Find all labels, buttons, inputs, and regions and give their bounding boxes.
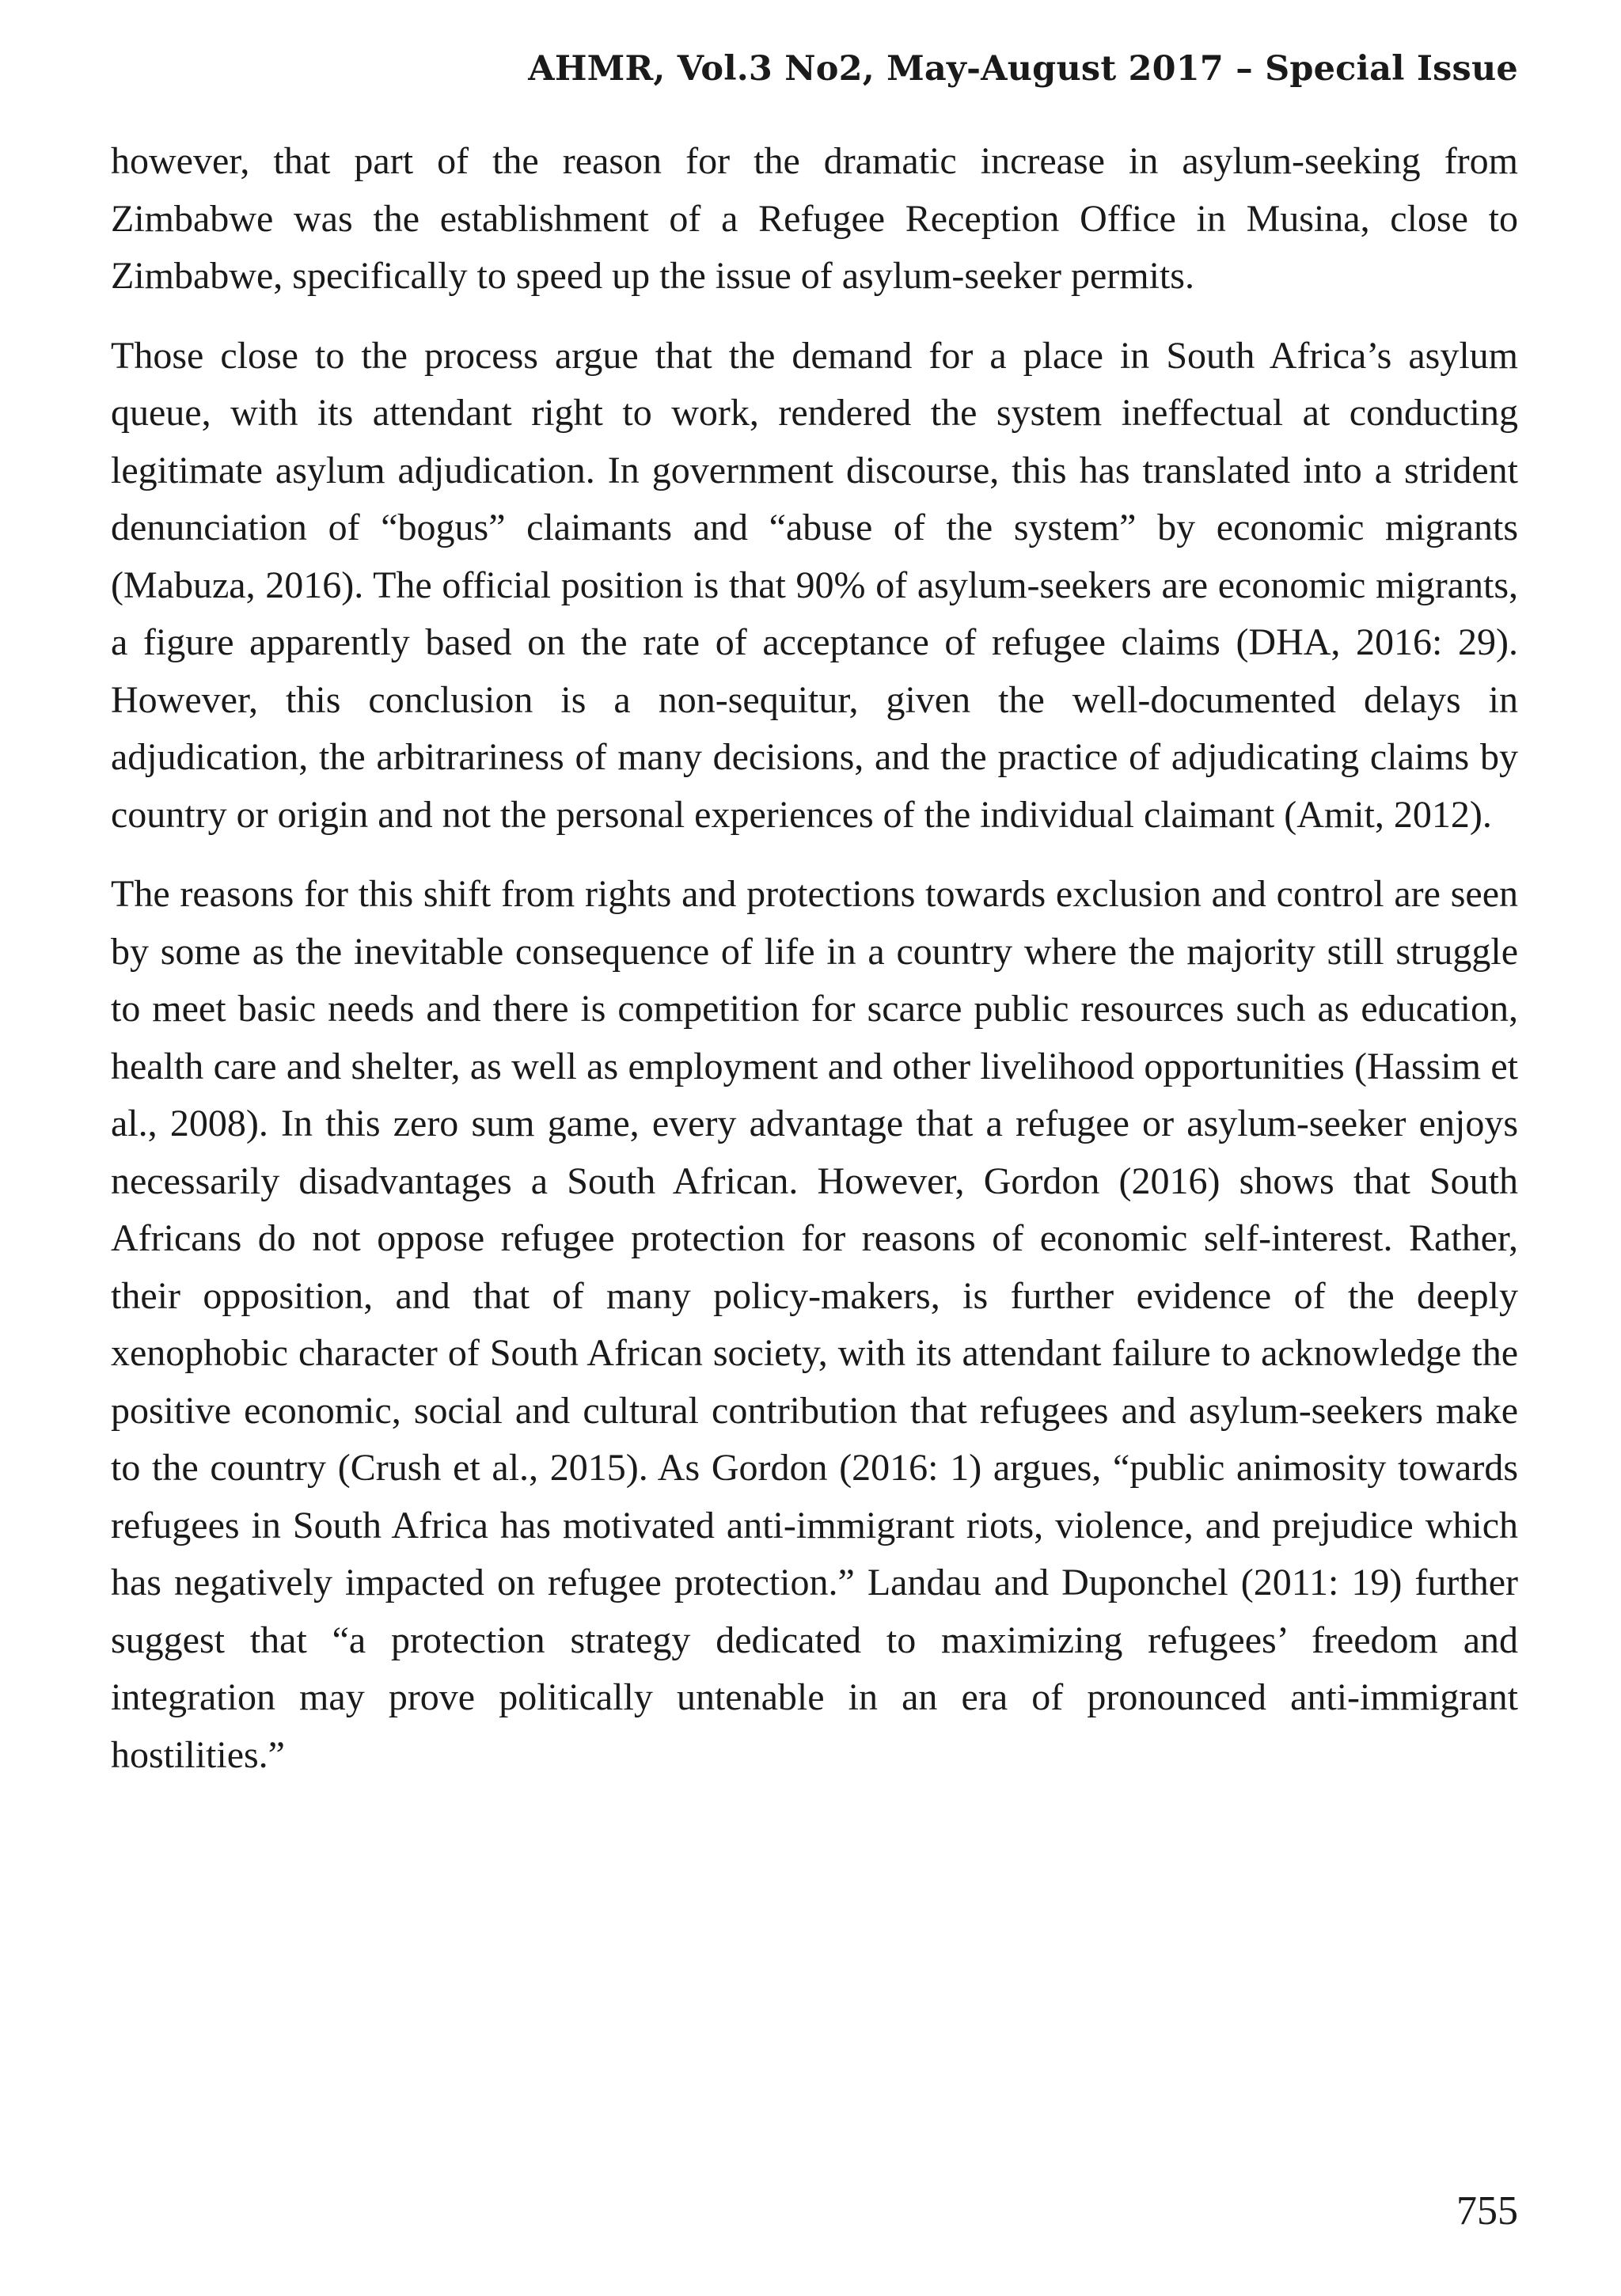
running-header: AHMR, Vol.3 No2, May-August 2017 – Special Issue [528, 49, 1518, 89]
paragraph-continuation: however, that part of the reason for the dramatic increase in asylum-seeking from Zimbabwe was the establishment of a Refugee Reception Office in Musina, close to Zimbabwe, specifically to speed up the issue of asylum-seeker permits. [111, 140, 1518, 297]
paragraph-asylum-queue: Those close to the process argue that the demand for a place in South Africa’s asylum queue, with its attendant right to work, rendered the system ineffectual at conducting legitimate asylum adjudication. In government discourse, this has translated into a strident denunciation of “bogus” claimants and “abuse of the system” by economic migrants (Mabuza, 2016). The official position is that 90% of asylum-seekers are economic migrants, a figure apparently based on the rate of acceptance of refugee claims (DHA, 2016: 29). However, this conclusion is a non-sequitur, given the well-documented delays in adjudication, the arbitrariness of many decisions, and the practice of adjudicating claims by country or origin and not the personal experiences of the individual claimant (Amit, 2012). [111, 334, 1518, 836]
paragraph-exclusion-control: The reasons for this shift from rights and protections towards exclusion and control are seen by some as the inevitable consequence of life in a country where the majority still struggle to meet basic needs and there is competition for scarce public resources such as education, health care and shelter, as well as employment and other livelihood opportunities (Hassim et al., 2008). In this zero sum game, every advantage that a refugee or asylum-seeker enjoys necessarily disadvantages a South African. However, Gordon (2016) shows that South Africans do not oppose refugee protection for reasons of economic self-interest. Rather, their opposition, and that of many policy-makers, is further evidence of the deeply xenophobic character of South African society, with its attendant failure to acknowledge the positive economic, social and cultural contribution that refugees and asylum-seekers make to the country (Crush et al., 2015). As Gordon (2016: 1) argues, “public animosity towards refugees in South Africa has motivated anti-immigrant riots, violence, and prejudice which has negatively impacted on refugee protection.” Landau and Duponchel (2011: 19) further suggest that “a protection strategy dedicated to maximizing refugees’ freedom and integration may prove politically untenable in an era of pronounced anti-immigrant hostilities.” [111, 873, 1518, 1776]
body-text [111, 133, 1518, 1806]
page-number: 755 [1456, 2188, 1518, 2233]
